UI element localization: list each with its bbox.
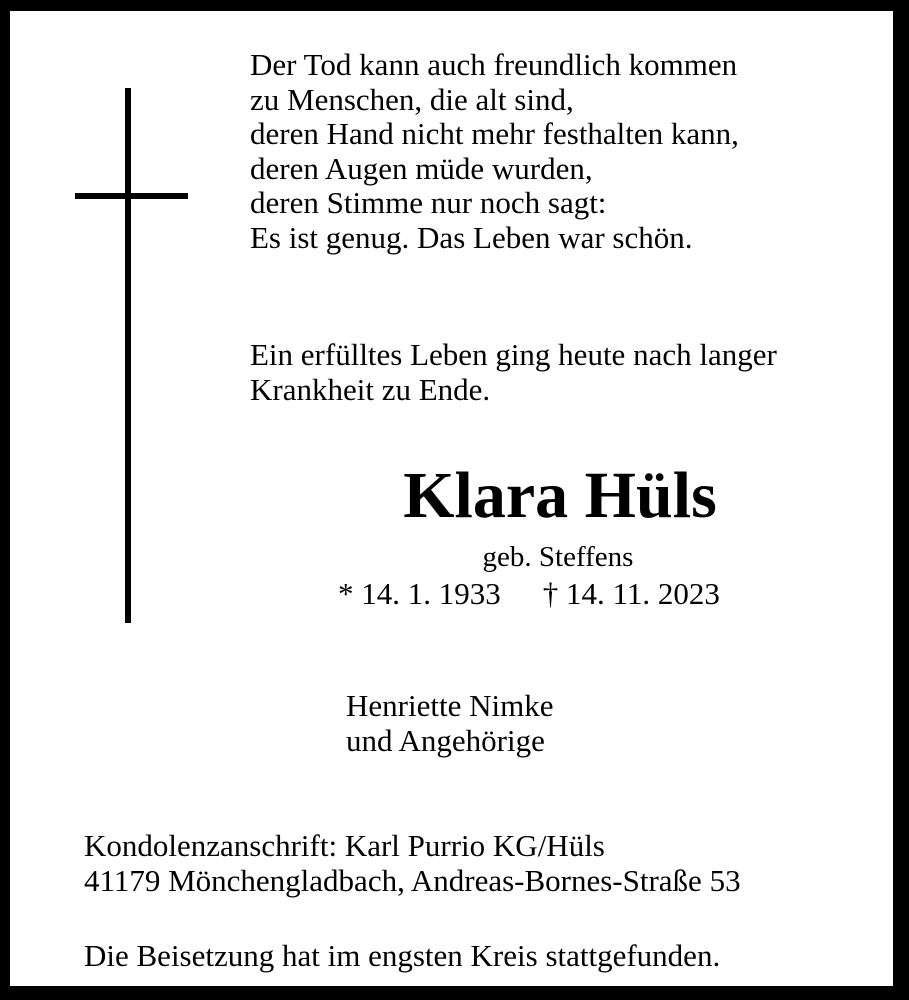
address-line: 41179 Mönchengladbach, Andreas-Bornes-Straße 53: [84, 862, 741, 898]
cross-icon-horizontal: [75, 193, 188, 199]
poem: [250, 48, 739, 255]
poem-line: Der Tod kann auch freundlich kommen: [250, 47, 738, 82]
birth-name: geb. Steffens: [482, 541, 634, 573]
poem-line: zu Menschen, die alt sind,: [250, 81, 574, 117]
poem-line: deren Hand nicht mehr festhalten kann,: [250, 116, 739, 151]
address-line: Kondolenzanschrift: Karl Purrio KG/Hüls: [84, 828, 605, 863]
poem-line: deren Augen müde wurden,: [250, 150, 593, 186]
burial-note: Die Beisetzung hat im engsten Kreis stattgefunden.: [84, 938, 721, 973]
cross-icon-vertical: [125, 88, 131, 623]
obituary-notice: [10, 11, 893, 986]
mourners: [346, 689, 553, 758]
birth-date: * 14. 1. 1933: [338, 576, 501, 611]
mourner-line: Henriette Nimke: [346, 688, 554, 723]
mourner-line: und Angehörige: [346, 722, 545, 758]
life-dates: [338, 576, 720, 612]
death-date: † 14. 11. 2023: [542, 576, 720, 611]
poem-line: Es ist genug. Das Leben war schön.: [250, 219, 693, 255]
poem-line: deren Stimme nur noch sagt:: [250, 185, 607, 220]
intro-text: [250, 338, 777, 407]
intro-line: Krankheit zu Ende.: [250, 371, 491, 407]
deceased-name: Klara Hüls: [403, 459, 717, 532]
intro-line: Ein erfülltes Leben ging heute nach langer: [250, 337, 777, 372]
condolence-address: [84, 829, 741, 898]
